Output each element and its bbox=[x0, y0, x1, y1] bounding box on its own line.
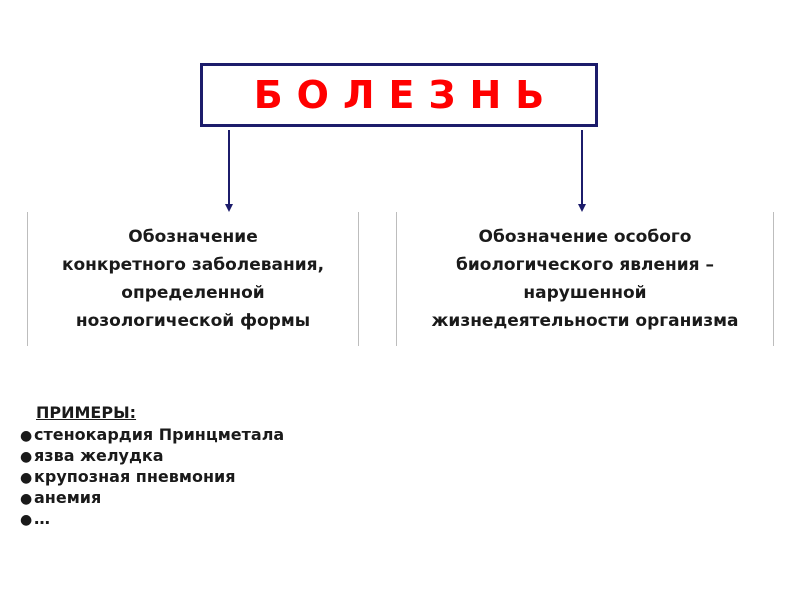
bullet-icon: ● bbox=[20, 512, 33, 528]
list-item-text: анемия bbox=[34, 488, 102, 507]
list-item-text: … bbox=[34, 509, 50, 528]
title-text: БОЛЕЗНЬ bbox=[253, 73, 559, 117]
list-item bbox=[20, 466, 440, 487]
examples-list bbox=[20, 424, 440, 529]
list-item-text: язва желудка bbox=[34, 446, 164, 465]
examples-title: ПРИМЕРЫ: bbox=[36, 403, 137, 422]
left-card-text: Обозначение конкретного заболевания, определенной нозологической формы bbox=[61, 227, 325, 331]
list-item bbox=[20, 487, 440, 508]
bullet-icon: ● bbox=[20, 428, 33, 444]
bullet-icon: ● bbox=[20, 491, 33, 507]
bullet-icon: ● bbox=[20, 449, 33, 465]
list-item bbox=[20, 508, 440, 529]
right-card bbox=[396, 212, 774, 346]
list-item-text: стенокардия Принцметала bbox=[34, 425, 285, 444]
list-item-text: крупозная пневмония bbox=[34, 467, 236, 486]
list-item bbox=[20, 445, 440, 466]
list-item bbox=[20, 424, 440, 445]
right-card-text: Обозначение особого биологического явления – нарушенной жизнедеятельности организма bbox=[431, 227, 739, 331]
left-card bbox=[27, 212, 359, 346]
examples-section bbox=[20, 402, 440, 529]
bullet-icon: ● bbox=[20, 470, 33, 486]
